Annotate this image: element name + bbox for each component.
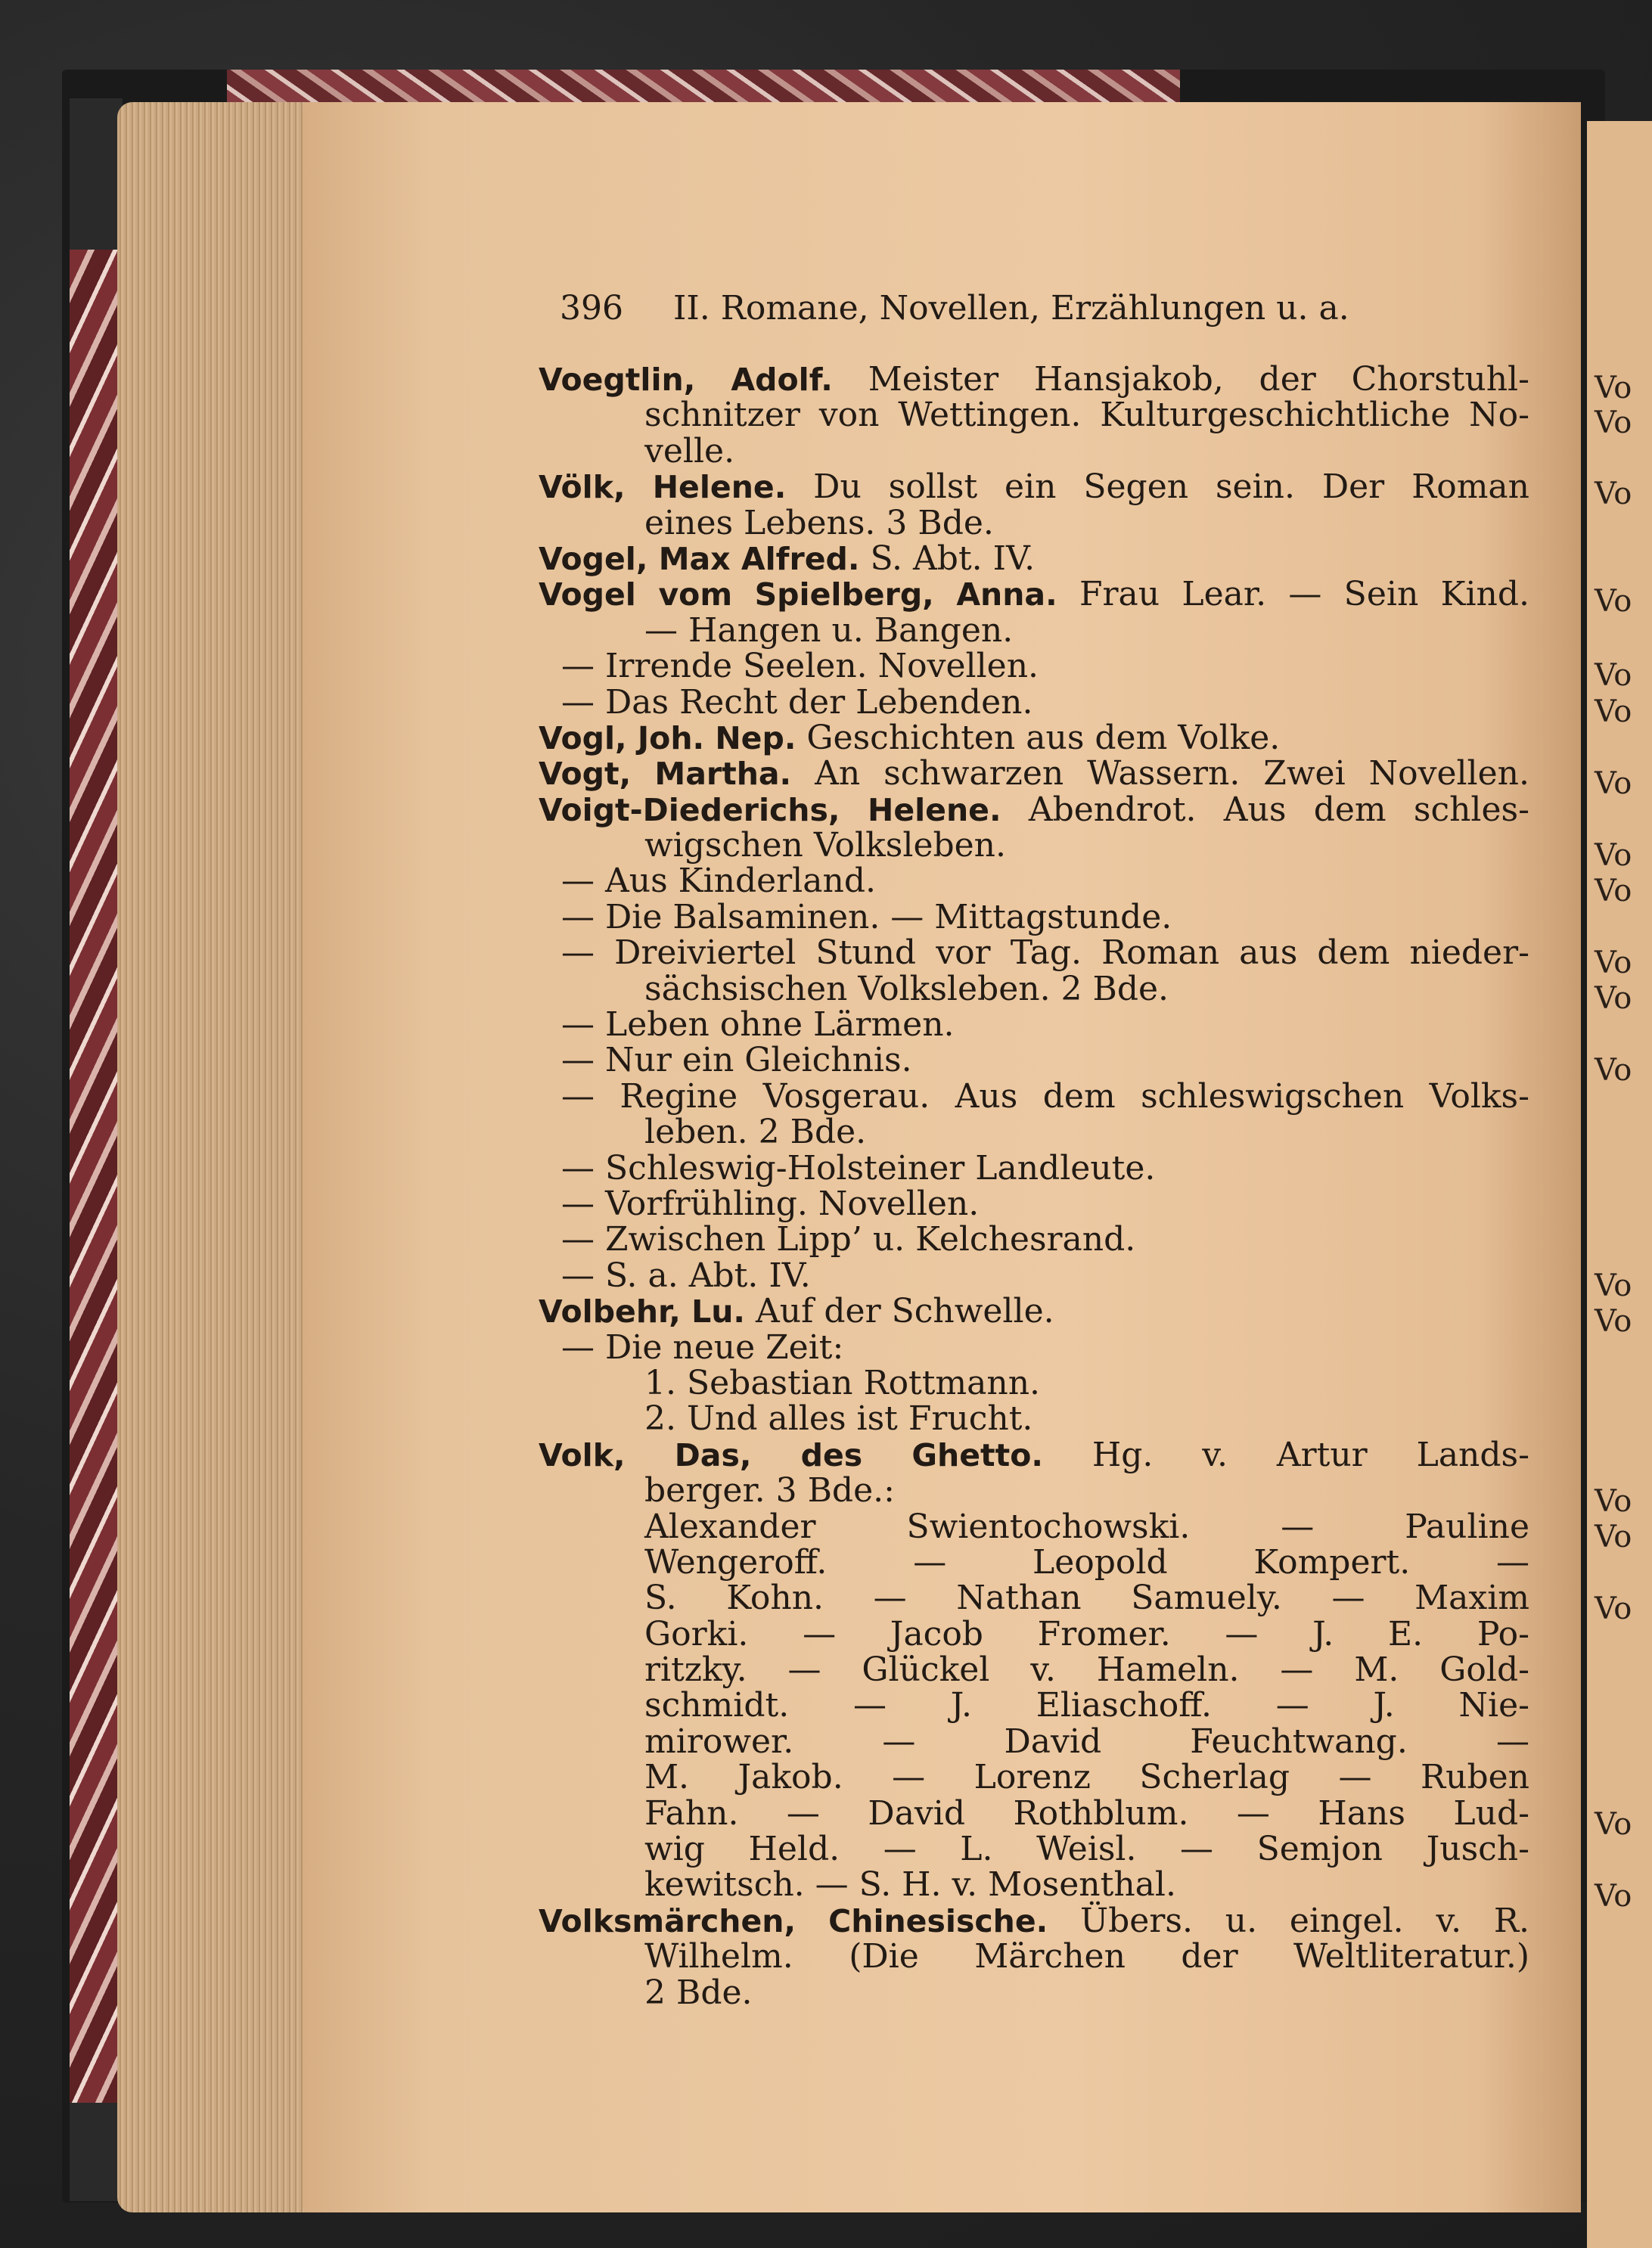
fragment-text: Vo — [1595, 1879, 1632, 1914]
entry-line: — Regine Vosgerau. Aus dem schleswigschen Volks- — [561, 1076, 1529, 1116]
entry-line: — S. a. Abt. IV. — [561, 1256, 811, 1295]
entry-line: Volbehr, Lu. Auf der Schwelle. — [539, 1292, 1054, 1331]
entry-line: kewitsch. — S. H. v. Mosenthal. — [644, 1865, 1176, 1905]
entry-line: schmidt. — J. Eliaschoff. — J. Nie- — [644, 1686, 1529, 1725]
entry-line: — Irrende Seelen. Novellen. — [561, 647, 1039, 686]
entry-line: Voegtlin, Adolf. Meister Hansjakob, der Chorstuhl- — [539, 360, 1529, 399]
entry-line: 2 Bde. — [644, 1973, 753, 2012]
entry-line: — Schleswig-Holsteiner Landleute. — [561, 1148, 1156, 1188]
entry-line: eines Lebens. 3 Bde. — [644, 503, 994, 542]
fragment-text: Vo — [1595, 1304, 1632, 1339]
entry-line: — Die neue Zeit: — [561, 1327, 844, 1367]
entry-line: leben. 2 Bde. — [644, 1113, 867, 1152]
running-head-title: II. Romane, Novellen, Erzählungen u. a. — [672, 289, 1349, 328]
entry-line: — Nur ein Gleichnis. — [561, 1041, 912, 1080]
entry-line: ritzky. — Glückel v. Hameln. — M. Gold- — [644, 1650, 1529, 1690]
entry-line: — Aus Kinderland. — [561, 862, 876, 901]
book-corner-top — [70, 98, 123, 250]
fragment-text: Vo — [1595, 874, 1632, 908]
facing-page-edge — [1587, 121, 1652, 2248]
entry-line: Voigt-Diederichs, Helene. Abendrot. Aus dem schles- — [539, 790, 1529, 829]
fragment-text: Vo — [1595, 405, 1632, 440]
entry-line: wigschen Volksleben. — [644, 826, 1007, 865]
entry-line: — Zwischen Lipp’ u. Kelchesrand. — [561, 1220, 1136, 1259]
fragment-text: Vo — [1595, 371, 1632, 405]
fragment-text: Vo — [1595, 477, 1632, 511]
entry-line: — Die Balsaminen. — Mittagstunde. — [561, 897, 1172, 936]
marbled-cover-left — [70, 250, 123, 2103]
fragment-text: Vo — [1595, 1268, 1632, 1303]
fragment-text: Vo — [1595, 1053, 1632, 1088]
entry-line: Fahn. — David Rothblum. — Hans Lud- — [644, 1793, 1529, 1833]
fragment-text: Vo — [1595, 1591, 1632, 1626]
fragment-text: Vo — [1595, 658, 1632, 693]
entry-line: Gorki. — Jacob Fromer. — J. E. Po- — [644, 1614, 1529, 1653]
fragment-text: Vo — [1595, 1807, 1632, 1842]
entry-line: velle. — [644, 431, 735, 470]
entry-line: S. Kohn. — Nathan Samuely. — Maxim — [644, 1579, 1529, 1618]
entry-line: mirower. — David Feuchtwang. — — [644, 1722, 1529, 1761]
entry-list — [539, 362, 1529, 2010]
fragment-text: Vo — [1595, 694, 1632, 729]
fragment-text: Vo — [1595, 1484, 1632, 1519]
entry-line: — Hangen u. Bangen. — [644, 610, 1014, 650]
entry-line: Völk, Helene. Du sollst ein Segen sein. Der Roman — [539, 467, 1529, 507]
fragment-text: Vo — [1595, 584, 1632, 619]
fragment-text: Vo — [1595, 981, 1632, 1016]
entry-line: Vogt, Martha. An schwarzen Wassern. Zwei Novellen. — [539, 754, 1529, 793]
page-number: 396 — [560, 289, 623, 328]
fragment-text: Vo — [1595, 945, 1632, 980]
fragment-text: Vo — [1595, 1520, 1632, 1554]
entry-line: Wengeroff. — Leopold Kompert. — — [644, 1542, 1529, 1582]
entry-line: berger. 3 Bde.: — [644, 1471, 895, 1511]
entry-line: — Vorfrühling. Novellen. — [561, 1184, 980, 1223]
fragment-text: Vo — [1595, 766, 1632, 801]
entry-line: Volk, Das, des Ghetto. Hg. v. Artur Lands- — [539, 1435, 1530, 1474]
entry-line: sächsischen Volksleben. 2 Bde. — [644, 969, 1169, 1008]
entry-line: Volksmärchen, Chinesische. Übers. u. eingel. v. R. — [539, 1901, 1530, 1940]
entry-line: Alexander Swientochowski. — Pauline — [644, 1507, 1529, 1546]
page-edges — [117, 102, 325, 2212]
book-corner-bottom — [70, 2095, 123, 2201]
fragment-text: Vo — [1595, 838, 1632, 873]
entry-line: Vogl, Joh. Nep. Geschichten aus dem Volke. — [539, 718, 1281, 757]
entry-line: Vogel vom Spielberg, Anna. Frau Lear. — Sein Kind. — [539, 575, 1530, 614]
entry-line: Vogel, Max Alfred. S. Abt. IV. — [539, 539, 1036, 578]
entry-line: schnitzer von Wettingen. Kulturgeschichtliche No- — [644, 396, 1529, 435]
entry-line: — Leben ohne Lärmen. — [561, 1005, 955, 1045]
entry-line: 1. Sebastian Rottmann. — [644, 1363, 1041, 1402]
running-header — [560, 289, 1407, 328]
entry-line: wig Held. — L. Weisl. — Semjon Jusch- — [644, 1830, 1529, 1869]
entry-line: — Das Recht der Lebenden. — [561, 682, 1033, 722]
entry-line: M. Jakob. — Lorenz Scherlag — Ruben — [644, 1758, 1529, 1797]
entry-line: Wilhelm. (Die Märchen der Weltliteratur.) — [644, 1937, 1529, 1976]
entry-line: — Dreiviertel Stund vor Tag. Roman aus dem nieder- — [561, 933, 1529, 973]
entry-line: 2. Und alles ist Frucht. — [644, 1399, 1033, 1439]
